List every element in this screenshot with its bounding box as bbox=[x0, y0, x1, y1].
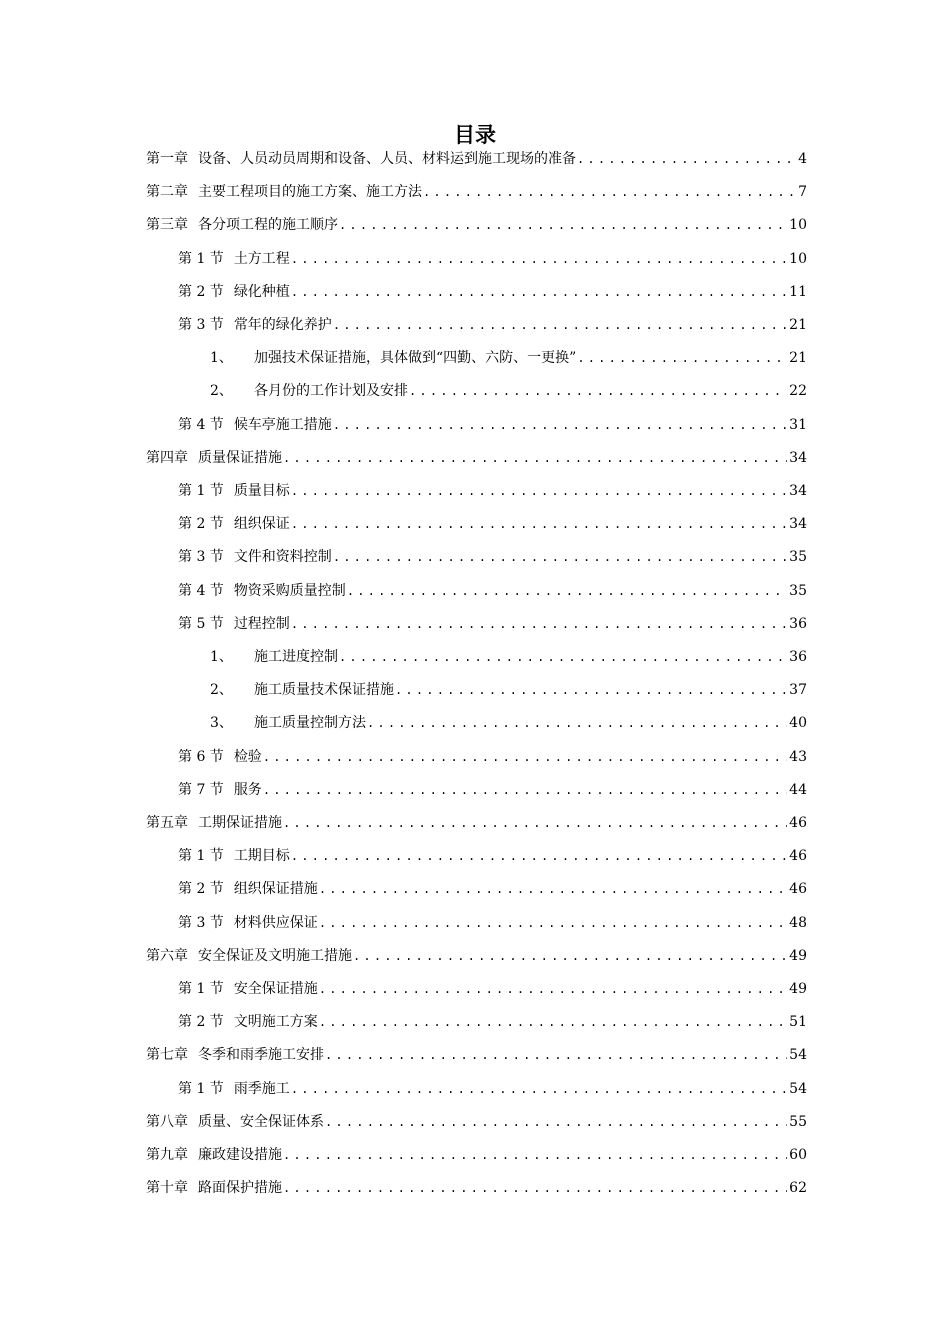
toc-entry-text: 加强技术保证措施，具体做到“四勤、六防、一更换” bbox=[254, 350, 577, 367]
toc-entry-text: 质量、安全保证体系 bbox=[198, 1113, 324, 1130]
toc-leader-dots bbox=[290, 511, 787, 537]
toc-entry-text: 路面保护措施 bbox=[198, 1180, 282, 1197]
toc-entry-text: 施工进度控制 bbox=[254, 649, 338, 665]
toc-leader-dots bbox=[318, 910, 787, 936]
toc-entry[interactable] bbox=[210, 710, 807, 736]
toc-entry-text: 廉政建设措施 bbox=[198, 1147, 282, 1163]
toc-entry[interactable] bbox=[146, 212, 807, 238]
toc-entry[interactable] bbox=[178, 976, 807, 1002]
toc-entry[interactable] bbox=[178, 412, 807, 438]
toc-page-number: 21 bbox=[789, 317, 807, 333]
toc-page-number: 54 bbox=[789, 1047, 807, 1064]
toc-entry[interactable] bbox=[210, 677, 807, 703]
toc-entry[interactable] bbox=[178, 312, 807, 338]
toc-page-number: 48 bbox=[789, 914, 807, 931]
toc-page-number: 46 bbox=[789, 848, 807, 865]
toc-leader-dots bbox=[282, 1142, 787, 1168]
toc-leader-dots bbox=[408, 378, 787, 404]
toc-entry-number: 第五章 bbox=[146, 815, 188, 831]
toc-entry[interactable] bbox=[178, 279, 807, 305]
toc-leader-dots bbox=[290, 843, 787, 869]
toc-page-number: 49 bbox=[789, 947, 807, 964]
toc-page-number: 4 bbox=[798, 151, 807, 167]
toc-entry-text: 主要工程项目的施工方案、施工方法 bbox=[198, 184, 422, 201]
toc-entry[interactable] bbox=[146, 1142, 807, 1168]
toc-leader-dots bbox=[394, 677, 787, 703]
toc-entry[interactable] bbox=[178, 478, 807, 504]
toc-entry[interactable] bbox=[146, 445, 807, 471]
toc-page-number: 35 bbox=[789, 549, 807, 566]
toc-entry-number: 第 3 节 bbox=[178, 914, 224, 931]
toc-leader-dots bbox=[290, 279, 787, 305]
toc-entry-number: 第九章 bbox=[146, 1147, 188, 1163]
toc-page-number: 62 bbox=[789, 1180, 807, 1197]
toc-entry-number: 第六章 bbox=[146, 947, 188, 964]
toc-page-number: 31 bbox=[789, 416, 807, 433]
toc-entry-text: 物资采购质量控制 bbox=[233, 582, 346, 599]
toc-page-number: 7 bbox=[798, 184, 807, 201]
toc-entry[interactable] bbox=[178, 876, 807, 902]
toc-entry[interactable] bbox=[178, 744, 807, 770]
toc-entry-text: 安全保证措施 bbox=[233, 981, 318, 997]
toc-entry-text: 冬季和雨季施工安排 bbox=[198, 1047, 324, 1064]
toc-page-number: 40 bbox=[789, 715, 807, 732]
toc-entry-text: 工期保证措施 bbox=[198, 815, 282, 831]
toc-entry-text: 组织保证 bbox=[233, 516, 290, 533]
toc-entry[interactable] bbox=[178, 1076, 807, 1102]
toc-leader-dots bbox=[366, 710, 787, 736]
toc-leader-dots bbox=[290, 246, 787, 272]
toc-entry-number: 第 4 节 bbox=[178, 416, 224, 433]
toc-entry-number: 第 2 节 bbox=[178, 283, 224, 300]
toc-entry[interactable] bbox=[146, 1109, 807, 1135]
toc-entry-number: 第 6 节 bbox=[178, 748, 224, 765]
toc-entry-text: 设备、人员动员周期和设备、人员、材料运到施工现场的准备 bbox=[198, 151, 576, 167]
toc-entry[interactable] bbox=[146, 179, 807, 205]
toc-leader-dots bbox=[338, 644, 787, 670]
toc-entry-number: 第二章 bbox=[146, 184, 188, 201]
toc-entry[interactable] bbox=[146, 810, 807, 836]
toc-entry[interactable] bbox=[178, 246, 807, 272]
toc-entry-text: 组织保证措施 bbox=[233, 881, 318, 898]
toc-entry-number: 1、 bbox=[210, 649, 233, 665]
toc-entry-text: 质量目标 bbox=[233, 483, 290, 499]
toc-leader-dots bbox=[332, 544, 787, 570]
toc-leader-dots bbox=[290, 1076, 787, 1102]
toc-leader-dots bbox=[318, 1009, 787, 1035]
toc-entry[interactable] bbox=[146, 146, 807, 172]
toc-page-number: 43 bbox=[789, 748, 807, 765]
toc-entry[interactable] bbox=[178, 843, 807, 869]
toc-leader-dots bbox=[290, 611, 787, 637]
toc-page-number: 35 bbox=[789, 582, 807, 599]
toc-page-number: 55 bbox=[789, 1113, 807, 1130]
toc-entry-number: 2、 bbox=[210, 383, 233, 400]
toc-entry[interactable] bbox=[178, 910, 807, 936]
toc-page-number: 34 bbox=[789, 516, 807, 533]
toc-entry-text: 检验 bbox=[233, 748, 262, 765]
toc-entry-number: 第 5 节 bbox=[178, 615, 224, 632]
toc-page-number: 46 bbox=[789, 881, 807, 898]
toc-leader-dots bbox=[324, 1042, 787, 1068]
toc-leader-dots bbox=[332, 412, 787, 438]
toc-page-number: 49 bbox=[789, 981, 807, 997]
toc-leader-dots bbox=[346, 578, 787, 604]
toc-page-number: 10 bbox=[789, 217, 807, 234]
toc-entry-number: 第 7 节 bbox=[178, 781, 224, 798]
toc-entry-number: 第三章 bbox=[146, 217, 188, 234]
toc-entry-number: 第四章 bbox=[146, 449, 188, 466]
toc-leader-dots bbox=[338, 212, 787, 238]
toc-title: 目录 bbox=[454, 123, 496, 147]
toc-page-number: 10 bbox=[789, 250, 807, 267]
toc-leader-dots bbox=[576, 345, 787, 371]
toc-entry-number: 2、 bbox=[210, 682, 233, 699]
toc-entry[interactable] bbox=[146, 943, 807, 969]
toc-page-number: 34 bbox=[789, 449, 807, 466]
toc-entry-number: 第 1 节 bbox=[178, 1080, 224, 1097]
toc-entry-text: 文明施工方案 bbox=[233, 1014, 318, 1031]
toc-entry-number: 第 3 节 bbox=[178, 317, 224, 333]
toc-leader-dots bbox=[290, 478, 787, 504]
toc-entry-text: 材料供应保证 bbox=[233, 914, 318, 931]
toc-entry-number: 第 1 节 bbox=[178, 483, 224, 499]
toc-entry-number: 第 2 节 bbox=[178, 516, 224, 533]
toc-entry[interactable] bbox=[146, 1175, 807, 1201]
toc-entry[interactable] bbox=[178, 1009, 807, 1035]
toc-leader-dots bbox=[318, 976, 787, 1002]
toc-entry[interactable] bbox=[146, 1042, 807, 1068]
toc-entry-text: 安全保证及文明施工措施 bbox=[198, 947, 352, 964]
toc-page-number: 54 bbox=[789, 1080, 807, 1097]
toc-leader-dots bbox=[282, 445, 787, 471]
toc-entry-text: 各月份的工作计划及安排 bbox=[254, 383, 408, 400]
toc-leader-dots bbox=[262, 744, 787, 770]
toc-entry-text: 工期目标 bbox=[233, 848, 290, 865]
toc-entry-text: 绿化种植 bbox=[233, 283, 290, 300]
toc-entry-number: 第 1 节 bbox=[178, 848, 224, 865]
toc-leader-dots bbox=[324, 1109, 787, 1135]
toc-page-number: 51 bbox=[789, 1014, 807, 1031]
toc-page-number: 46 bbox=[789, 815, 807, 831]
toc-entry[interactable] bbox=[210, 378, 807, 404]
toc-entry-number: 第 3 节 bbox=[178, 549, 224, 566]
toc-entry-text: 质量保证措施 bbox=[198, 449, 282, 466]
toc-entry[interactable] bbox=[178, 544, 807, 570]
toc-leader-dots bbox=[422, 179, 796, 205]
toc-entry-text: 常年的绿化养护 bbox=[233, 317, 332, 333]
toc-page-number: 44 bbox=[789, 781, 807, 798]
toc-entry-number: 第八章 bbox=[146, 1113, 188, 1130]
toc-entry-number: 3、 bbox=[210, 715, 233, 732]
toc-entry[interactable] bbox=[210, 345, 807, 371]
toc-entry-text: 土方工程 bbox=[233, 250, 290, 267]
toc-leader-dots bbox=[352, 943, 787, 969]
toc-page-number: 34 bbox=[789, 483, 807, 499]
toc-entry[interactable] bbox=[178, 777, 807, 803]
toc-page-number: 36 bbox=[789, 615, 807, 632]
toc-entry-text: 雨季施工 bbox=[233, 1080, 290, 1097]
toc-page-number: 60 bbox=[789, 1147, 807, 1163]
toc-entry-number: 第十章 bbox=[146, 1180, 188, 1197]
toc-entry-number: 第一章 bbox=[146, 151, 188, 167]
toc-entry-number: 1、 bbox=[210, 350, 233, 367]
toc-entry[interactable] bbox=[178, 578, 807, 604]
toc-entry-text: 服务 bbox=[233, 781, 262, 798]
toc-leader-dots bbox=[282, 1175, 787, 1201]
toc-entry-text: 施工质量控制方法 bbox=[254, 715, 366, 732]
toc-entry-text: 施工质量技术保证措施 bbox=[254, 682, 394, 699]
toc-leader-dots bbox=[262, 777, 787, 803]
toc-entry[interactable] bbox=[178, 611, 807, 637]
toc-entry-text: 过程控制 bbox=[233, 615, 290, 632]
toc-entry-number: 第 1 节 bbox=[178, 981, 224, 997]
toc-leader-dots bbox=[576, 146, 796, 172]
toc-entry-text: 各分项工程的施工顺序 bbox=[198, 217, 338, 234]
toc-entry-number: 第七章 bbox=[146, 1047, 188, 1064]
toc-page-number: 22 bbox=[789, 383, 807, 400]
toc-entry-number: 第 2 节 bbox=[178, 881, 224, 898]
toc-entry-text: 文件和资料控制 bbox=[233, 549, 332, 566]
toc-page-number: 21 bbox=[789, 350, 807, 367]
toc-entry[interactable] bbox=[210, 644, 807, 670]
toc-leader-dots bbox=[318, 876, 787, 902]
toc-entry[interactable] bbox=[178, 511, 807, 537]
toc-page-number: 36 bbox=[789, 649, 807, 665]
toc-entry-number: 第 2 节 bbox=[178, 1014, 224, 1031]
toc-page-number: 37 bbox=[789, 682, 807, 699]
toc-entry-text: 候车亭施工措施 bbox=[233, 416, 332, 433]
toc-leader-dots bbox=[332, 312, 787, 338]
toc-leader-dots bbox=[282, 810, 787, 836]
toc-page-number: 11 bbox=[789, 283, 807, 300]
toc-entry-number: 第 1 节 bbox=[178, 250, 224, 267]
toc-entry-number: 第 4 节 bbox=[178, 582, 224, 599]
